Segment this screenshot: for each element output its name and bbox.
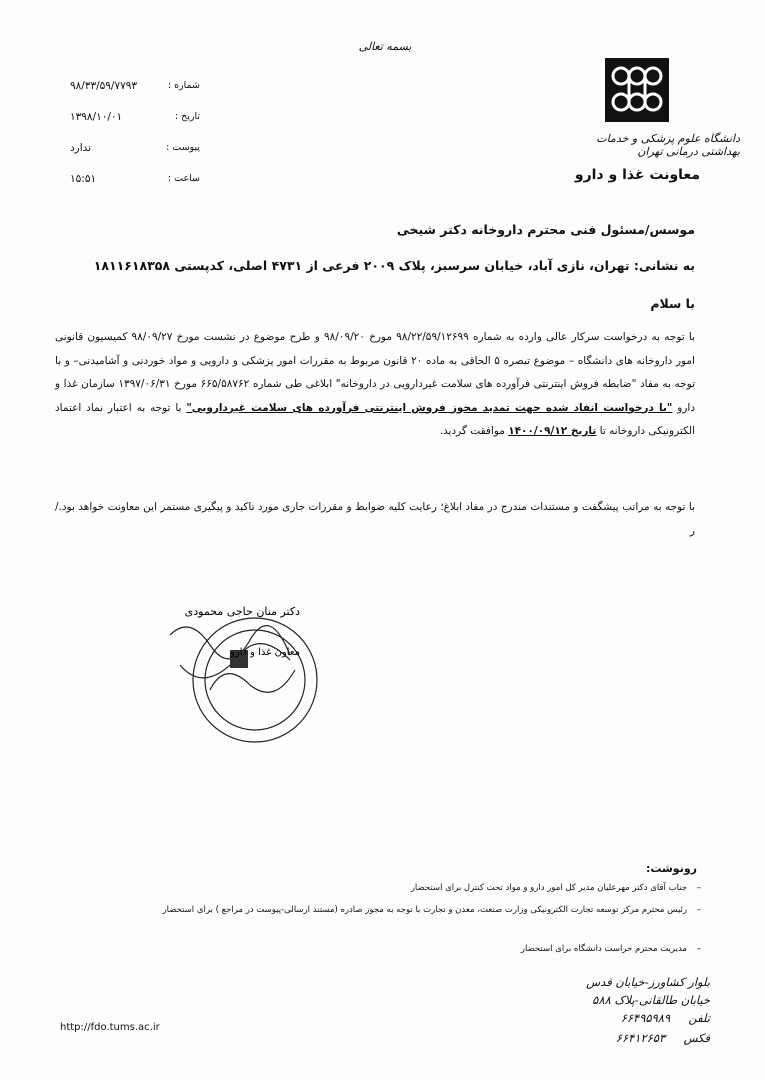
- paragraph-text: با توجه به درخواست سرکار عالی وارده به شماره ۹۸/۲۲/۵۹/۱۲۶۹۹ مورخ ۹۸/۰۹/۲۰ و طرح موضوع در نشست مورخ ۹۸/۰۹/۲۷ کمیسیون قانونی امور داروخانه های دانشگاه – موضوع تبصره ۵ الحاقی به ماده ۲۰ قانون مربوط به مقررات امور پزشکی و دارویی و مواد خوردنی و آشامیدنی– و با توجه به مفاد "ضابطه فروش اینترنتی فرآورده های سلامت غیردارویی در داروخانه" ابلاغی طی شماره ۶۶۵/۵۸۷۶۲ مورخ ۱۳۹۷/۰۶/۳۱ سازمان غذا و دارو: [55, 331, 695, 414]
- copy-item-text: جناب آقای دکتر مهرعلیان مدیر کل امور دارو و مواد تحت کنترل برای استحضار: [410, 883, 687, 893]
- signature-title: معاون غذا و دارو: [230, 647, 300, 658]
- underlined-date: تاریخ ۱۴۰۰/۰۹/۱۲: [508, 425, 597, 437]
- fax-label: فکس: [683, 1031, 710, 1045]
- copy-item: [67, 941, 701, 958]
- website-link[interactable]: http://fdo.tums.ac.ir: [60, 1022, 160, 1033]
- meta-value: ندارد: [70, 142, 92, 154]
- paragraph-closing: با توجه به مراتب پیشگفت و مستندات مندرج در مفاد ابلاغ؛ رعایت کلیه ضوابط و مقررات جاری مورد تاکید و پیگیری مستمر این معاونت خواهد بود./ر: [55, 501, 695, 537]
- meta-label: ساعت :: [167, 173, 200, 184]
- meta-value: ۹۸/۳۳/۵۹/۷۷۹۳: [70, 80, 138, 92]
- greeting: با سلام: [650, 296, 695, 311]
- department-name: معاونت غذا و دارو: [574, 167, 700, 183]
- meta-label: تاریخ :: [174, 111, 200, 122]
- dash: –: [696, 905, 701, 915]
- university-logo-icon: [605, 58, 669, 122]
- copy-item-text: رئیس محترم مرکز توسعه تجارت الکترونیکی وزارت صنعت، معدن و تجارت با توجه به مجوز صادره (مستند ارسالی-پیوست در مراجع ) برای استحضار: [162, 905, 687, 915]
- fax-row: [560, 1030, 710, 1047]
- copy-item: [67, 902, 701, 919]
- meta-value: ۱۳۹۸/۱۰/۰۱: [70, 111, 123, 123]
- recipient-address: به نشانی: تهران، نازی آباد، خیابان سرسبز، پلاک ۲۰۰۹ فرعی از ۴۷۳۱ اصلی، کدپستی ۱۸۱۱۶۱۸۳۵۸: [93, 258, 695, 273]
- meta-date: [70, 111, 200, 125]
- phone-value: ۶۶۴۹۵۹۸۹: [620, 1011, 671, 1025]
- paragraph-text: موافقت گردید.: [439, 425, 505, 437]
- meta-attachment: [70, 142, 200, 156]
- recipient: موسس/مسئول فنی محترم داروخانه دکتر شیخی: [396, 222, 695, 237]
- address-line-1: بلوار کشاورز-خیابان قدس: [586, 975, 710, 989]
- copy-item: [67, 880, 701, 897]
- fax-value: ۶۶۴۱۲۶۵۳: [615, 1031, 666, 1045]
- copies-title: رونوشت:: [645, 862, 697, 875]
- phone-row: [560, 1010, 710, 1027]
- paragraph-text: با توجه به اعتبار نماد اعتماد الکترونیکی داروخانه تا: [55, 401, 695, 437]
- dash: –: [696, 944, 701, 954]
- meta-number: [70, 80, 200, 94]
- meta-label: شماره :: [167, 80, 200, 91]
- basmala: بسمه تعالی: [358, 40, 412, 53]
- address-line-2: خیابان طالقانی-پلاک ۵۸۸: [592, 993, 710, 1007]
- dash: –: [696, 883, 701, 893]
- underlined-request: "با درخواست انفاد شده جهت تمدید مجوز فروش اینترنتی فرآورده های سلامت غیردارویی": [186, 401, 673, 414]
- paragraph-main: [55, 326, 695, 444]
- meta-label: پیوست :: [166, 142, 200, 153]
- meta-value: ۱۵:۵۱: [70, 173, 97, 185]
- phone-label: تلفن: [688, 1011, 710, 1025]
- meta-time: [70, 173, 200, 187]
- signature-name: دکتر منان حاجی محمودی: [184, 605, 300, 618]
- university-name: دانشگاه علوم پزشکی و خدمات بهداشتی درمانی تهران: [596, 132, 740, 158]
- signature-stamp-icon: [150, 595, 350, 755]
- copy-item-text: مدیریت محترم حراست دانشگاه برای استحضار: [520, 944, 687, 954]
